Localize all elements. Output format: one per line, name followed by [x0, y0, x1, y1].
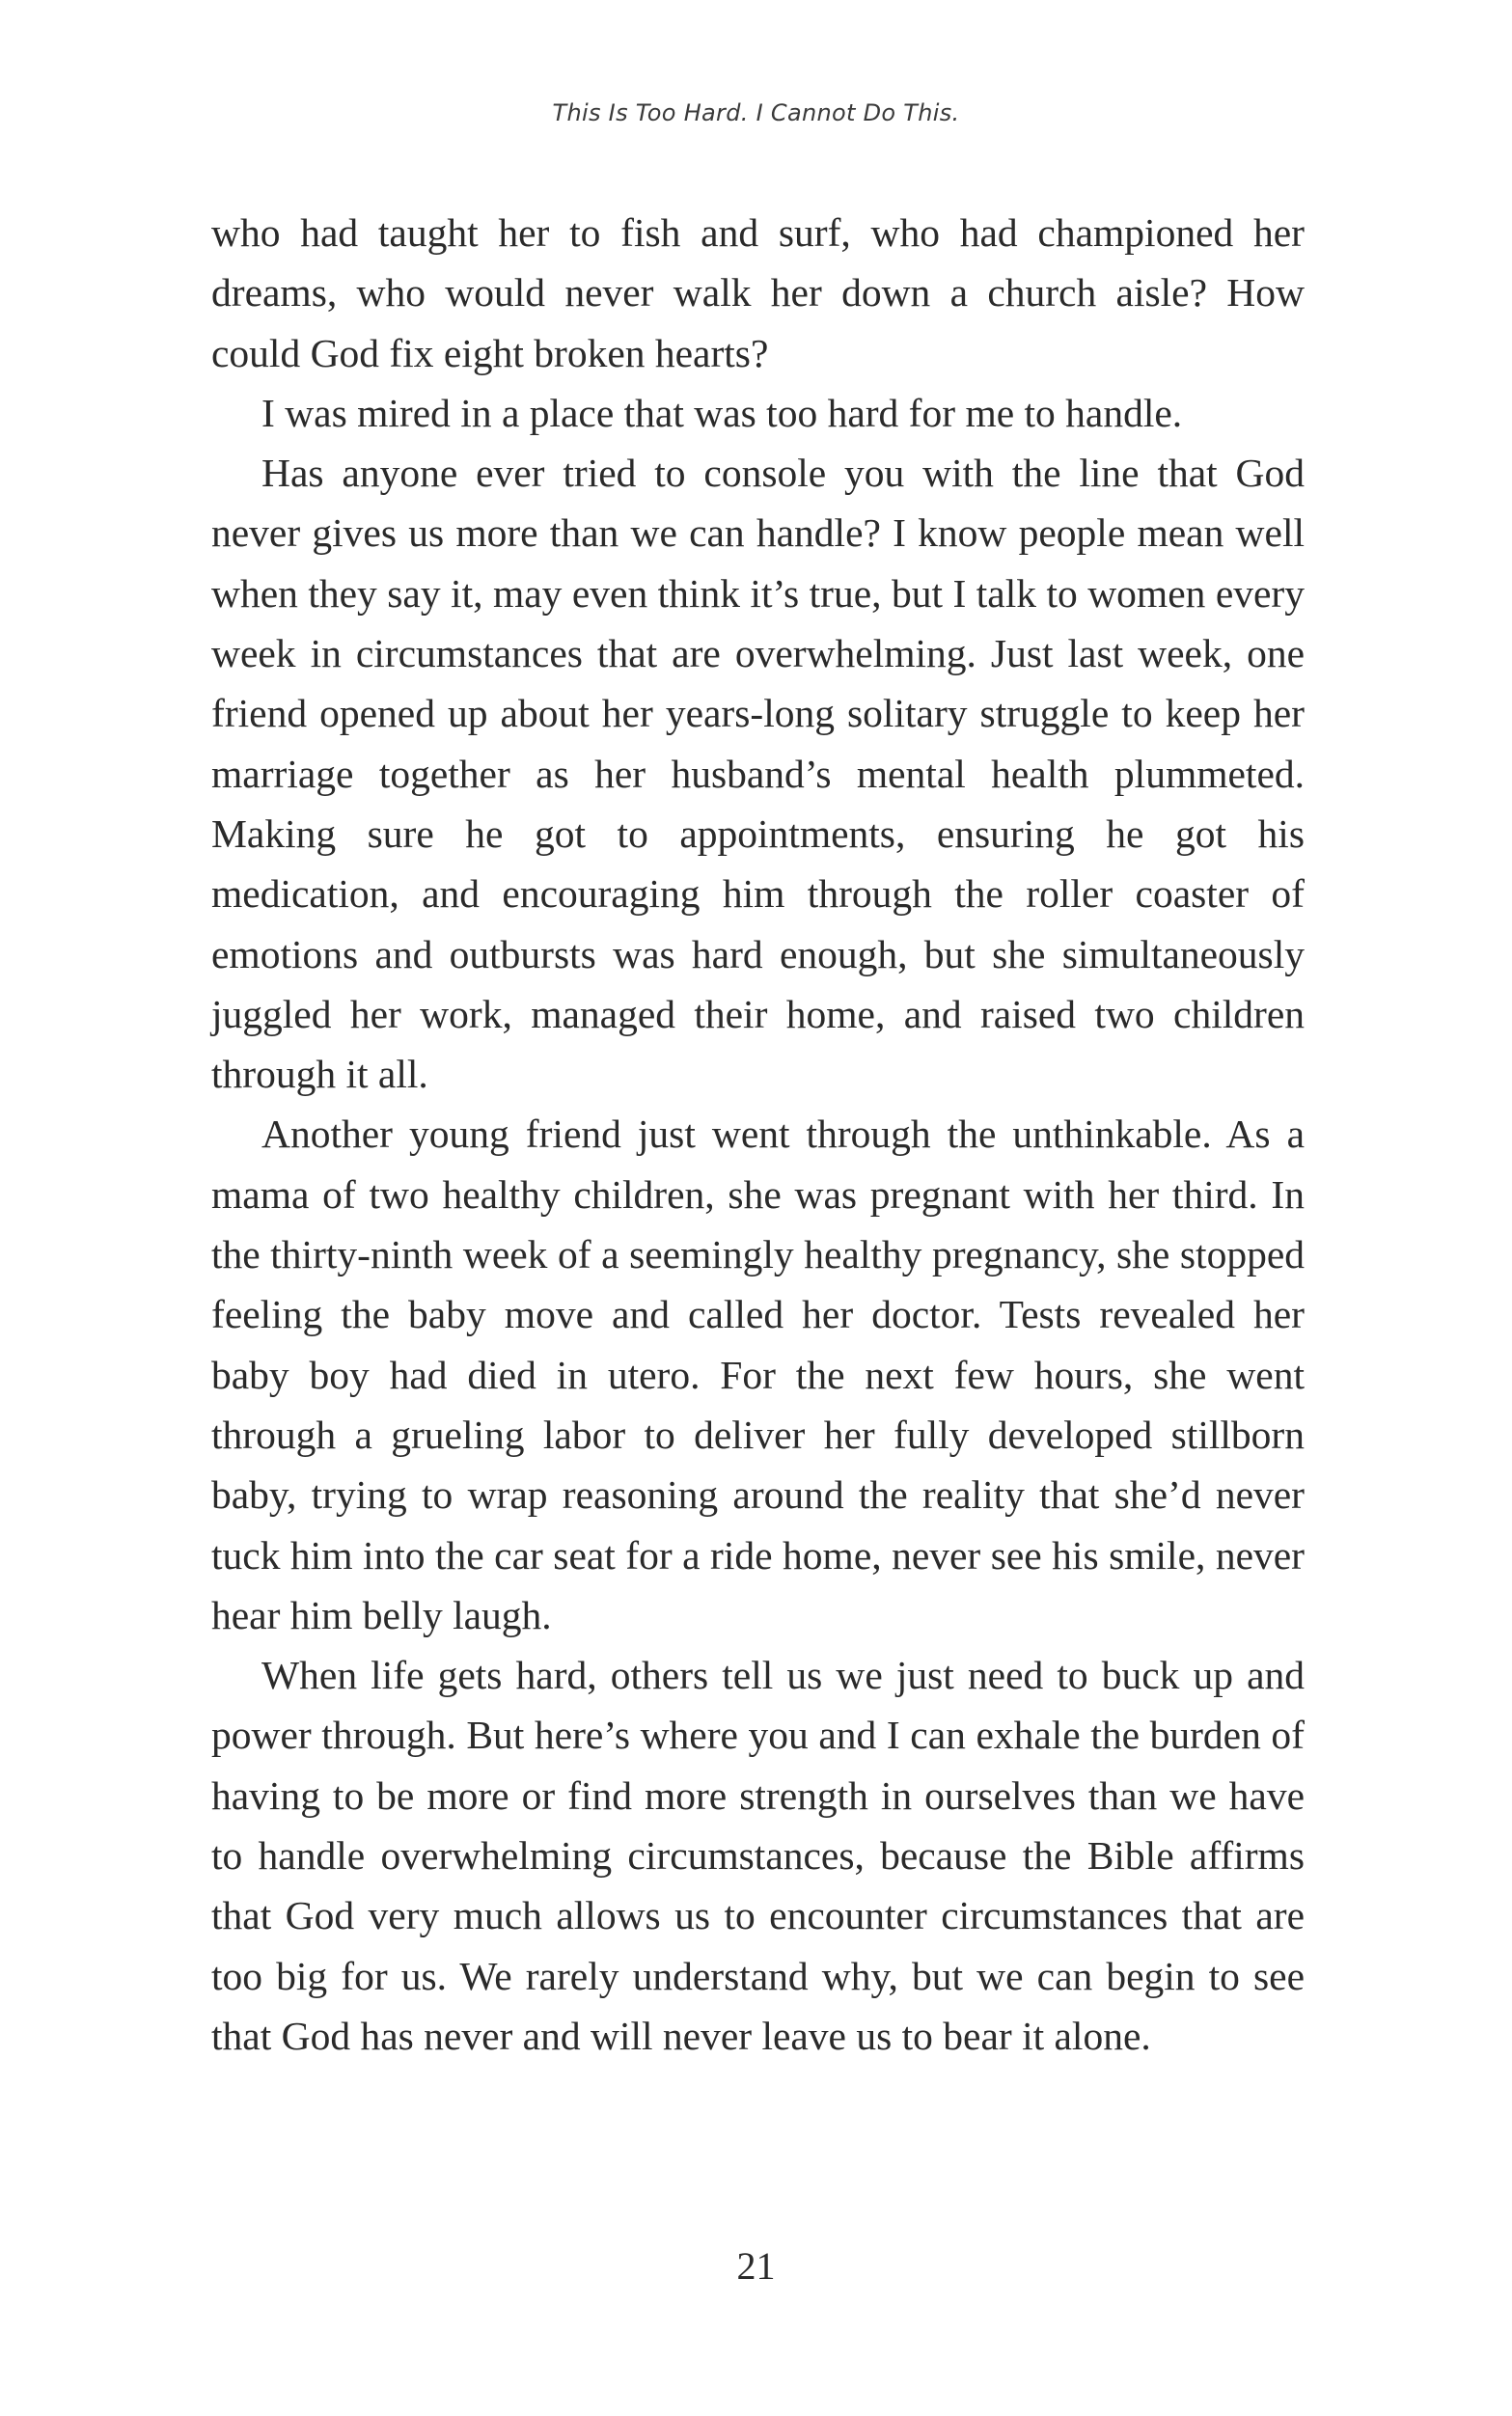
body-text: [211, 203, 1305, 2066]
paragraph: When life gets hard, others tell us we just need to buck up and power through. But here’s where you and I can exhale the burden of having to be more or find more strength in ourselves than we have to handle overwhelming circumstances, because the Bible affirms that God very much allows us to encounter circumstances that are too big for us. We rarely understand why, but we can begin to see that God has never and will never leave us to bear it alone.: [211, 1653, 1305, 2058]
paragraph: Another young friend just went through the unthinkable. As a mama of two healthy children, she was pregnant with her third. In the thirty-ninth week of a seemingly healthy pregnancy, she stopped feeling the baby move and called her doctor. Tests revealed her baby boy had died in utero. For the next few hours, she went through a grueling labor to deliver her fully developed stillborn baby, trying to wrap reasoning around the reality that she’d never tuck him into the car seat for a ride home, never see his smile, never hear him belly laugh.: [211, 1112, 1305, 1637]
paragraph: Has anyone ever tried to console you with the line that God never gives us more than we can handle? I know people mean well when they say it, may even think it’s true, but I talk to women every week in circumstances that are overwhelming. Just last week, one friend opened up about her years-long solitary struggle to keep her marriage together as her husband’s mental health plummeted. Making sure he got to appointments, ensuring he got his medication, and encouraging him through the roller coaster of emotions and outbursts was hard enough, but she simultaneously juggled her work, managed their home, and raised two children through it all.: [211, 451, 1305, 1097]
paragraph: I was mired in a place that was too hard for me to handle.: [261, 390, 1183, 435]
page-number: 21: [736, 2244, 776, 2288]
paragraph-continued: who had taught her to fish and surf, who had championed her dreams, who would never walk her down a church aisle? How could God fix eight broken hearts?: [211, 210, 1305, 375]
running-head: This Is Too Hard. I Cannot Do This.: [552, 99, 960, 126]
